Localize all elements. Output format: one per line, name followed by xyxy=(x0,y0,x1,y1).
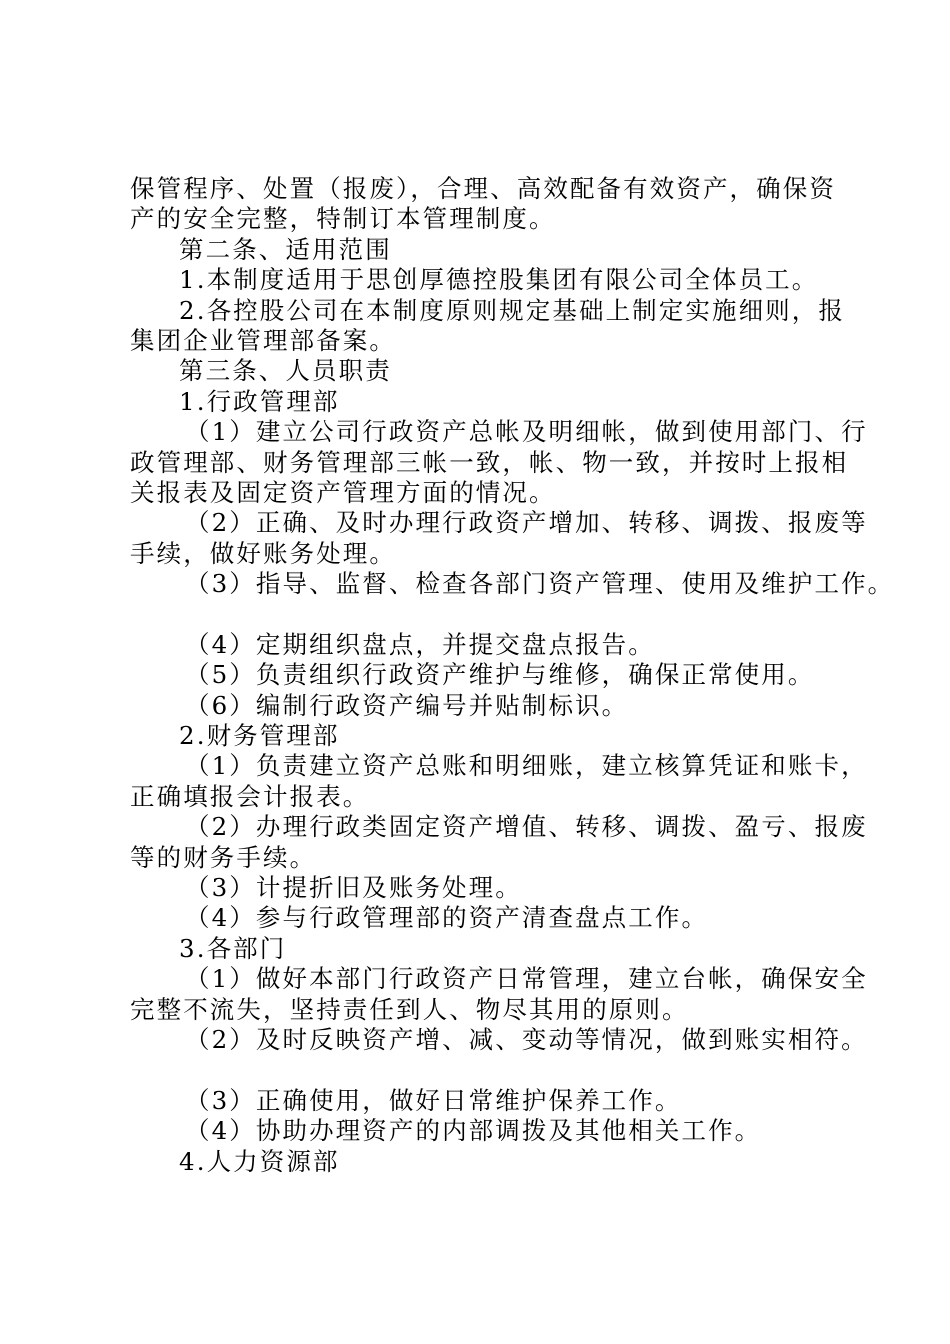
numbered-item: 2.各控股公司在本制度原则规定基础上制定实施细则，报 xyxy=(179,295,845,325)
list-item: （3）指导、监督、检查各部门资产管理、使用及维护工作。 xyxy=(185,569,895,599)
list-item: （3）计提折旧及账务处理。 xyxy=(185,872,522,902)
subsection-heading: 3.各部门 xyxy=(179,933,287,963)
paragraph-line: 正确填报会计报表。 xyxy=(130,781,370,811)
paragraph-line: 集团企业管理部备案。 xyxy=(130,325,396,355)
paragraph-line: 政管理部、财务管理部三帐一致，帐、物一致，并按时上报相 xyxy=(130,447,849,477)
list-item: （5）负责组织行政资产维护与维修，确保正常使用。 xyxy=(185,660,815,690)
paragraph-line: 完整不流失，坚持责任到人、物尽其用的原则。 xyxy=(130,994,689,1024)
subsection-heading: 2.财务管理部 xyxy=(179,721,340,751)
paragraph-line: 关报表及固定资产管理方面的情况。 xyxy=(130,477,556,507)
section-heading: 第二条、适用范围 xyxy=(179,234,392,264)
list-item: （6）编制行政资产编号并贴制标识。 xyxy=(185,690,629,720)
paragraph-line: 等的财务手续。 xyxy=(130,842,317,872)
list-item: （4）参与行政管理部的资产清查盘点工作。 xyxy=(185,903,709,933)
paragraph-line: 产的安全完整，特制订本管理制度。 xyxy=(130,204,556,234)
subsection-heading: 1.行政管理部 xyxy=(179,386,340,416)
paragraph-line: 保管程序、处置（报废），合理、高效配备有效资产，确保资 xyxy=(130,174,836,203)
list-item: （1）建立公司行政资产总帐及明细帐，做到使用部门、行 xyxy=(185,417,868,447)
subsection-heading: 4.人力资源部 xyxy=(179,1146,340,1176)
list-item: （1）做好本部门行政资产日常管理，建立台帐，确保安全 xyxy=(185,964,868,994)
blank-line xyxy=(130,1055,835,1085)
list-item: （2）及时反映资产增、减、变动等情况，做到账实相符。 xyxy=(185,1024,868,1054)
list-item: （1）负责建立资产总账和明细账，建立核算凭证和账卡， xyxy=(185,751,868,781)
list-item: （3）正确使用，做好日常维护保养工作。 xyxy=(185,1085,682,1115)
list-item: （2）办理行政类固定资产增值、转移、调拨、盈亏、报废 xyxy=(185,812,868,842)
section-heading: 第三条、人员职责 xyxy=(179,356,392,386)
list-item: （4）定期组织盘点，并提交盘点报告。 xyxy=(185,629,655,659)
numbered-item: 1.本制度适用于思创厚德控股集团有限公司全体员工。 xyxy=(179,265,819,295)
list-item: （4）协助办理资产的内部调拨及其他相关工作。 xyxy=(185,1116,762,1146)
list-item: （2）正确、及时办理行政资产增加、转移、调拨、报废等 xyxy=(185,508,868,538)
blank-line xyxy=(130,599,835,629)
document-page xyxy=(130,174,895,1177)
paragraph-line: 手续，做好账务处理。 xyxy=(130,538,396,568)
